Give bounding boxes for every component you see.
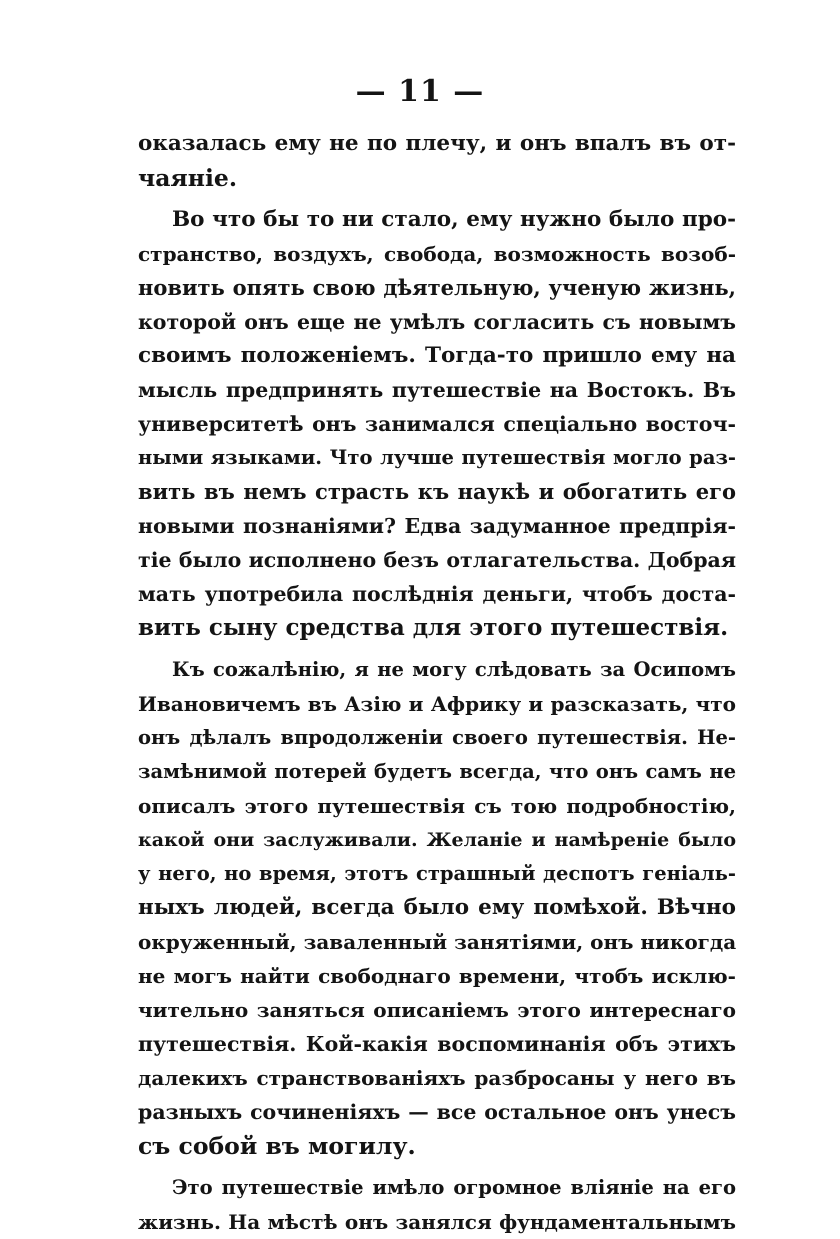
text-line: описалъ этого путешествія съ тою подробностію, bbox=[138, 794, 736, 818]
text-line: окруженный, заваленный занятіями, онъ никогда bbox=[138, 930, 737, 954]
text-line: вить въ немъ страсть къ наукѣ и обогатить его bbox=[138, 479, 736, 504]
text-line: съ собой въ могилу. bbox=[138, 1132, 416, 1160]
text-line: новить опять свою дѣятельную, ученую жизнь, bbox=[138, 275, 736, 300]
paragraph-4 bbox=[138, 1171, 736, 1239]
text-line: Ивановичемъ въ Азію и Африку и разсказать, что bbox=[138, 692, 736, 716]
text-line: жизнь. На мѣстѣ онъ занялся фундаментальнымъ bbox=[138, 1210, 736, 1234]
text-line: онъ дѣлалъ впродолженіи своего путешествія. Не- bbox=[138, 726, 736, 749]
text-line: своимъ положеніемъ. Тогда-то пришло ему на bbox=[138, 343, 736, 368]
paragraph-1 bbox=[138, 127, 736, 195]
text-line: странство, воздухъ, свобода, возможность возоб- bbox=[138, 242, 736, 266]
text-line: ныхъ людей, всегда было ему помѣхой. Вѣчно bbox=[138, 895, 736, 920]
text-line: замѣнимой потерей будетъ всегда, что онъ самъ не bbox=[138, 760, 736, 783]
text-line: Это путешествіе имѣло огромное вліяніе на его bbox=[172, 1176, 736, 1199]
text-line: университетѣ онъ занимался спеціально восточ- bbox=[138, 412, 736, 436]
text-line: путешествія. Кой-какія воспоминанія объ этихъ bbox=[138, 1032, 736, 1056]
text-line: чаяніе. bbox=[138, 164, 238, 192]
text-line: какой они заслуживали. Желаніе и намѣреніе было bbox=[138, 829, 736, 851]
text-line: новыми познаніями? Едва задуманное предпрія- bbox=[138, 514, 736, 538]
text-line: ными языками. Что лучше путешествія могло раз- bbox=[138, 446, 736, 469]
paragraph-2 bbox=[138, 203, 736, 645]
paragraph-3 bbox=[138, 653, 736, 1163]
text-line: разныхъ сочиненіяхъ — все остальное онъ унесъ bbox=[138, 1100, 736, 1124]
text-line: оказалась ему не по плечу, и онъ впалъ въ от- bbox=[138, 131, 736, 156]
text-line: Во что бы то ни стало, ему нужно было про- bbox=[172, 207, 736, 232]
text-line: не могъ найти свободнаго времени, чтобъ исклю- bbox=[138, 964, 736, 988]
text-line: которой онъ еще не умѣлъ согласить съ новымъ bbox=[138, 310, 736, 334]
page-text bbox=[138, 127, 736, 1239]
text-line: тіе было исполнено безъ отлагательства. Добрая bbox=[138, 548, 736, 572]
text-line: чительно заняться описаніемъ этого интереснаго bbox=[138, 998, 736, 1022]
text-line: мать употребила послѣднія деньги, чтобъ доста- bbox=[138, 582, 736, 606]
text-line: у него, но время, этотъ страшный деспотъ геніаль- bbox=[138, 862, 736, 885]
text-line: далекихъ странствованіяхъ разбросаны у него въ bbox=[138, 1066, 736, 1090]
page-number: — 11 — bbox=[355, 74, 485, 109]
text-line: Къ сожалѣнію, я не могу слѣдовать за Осипомъ bbox=[172, 658, 736, 681]
text-line: мысль предпринять путешествіе на Востокъ. Въ bbox=[138, 378, 736, 402]
text-line: вить сыну средства для этого путешествія. bbox=[138, 614, 729, 641]
